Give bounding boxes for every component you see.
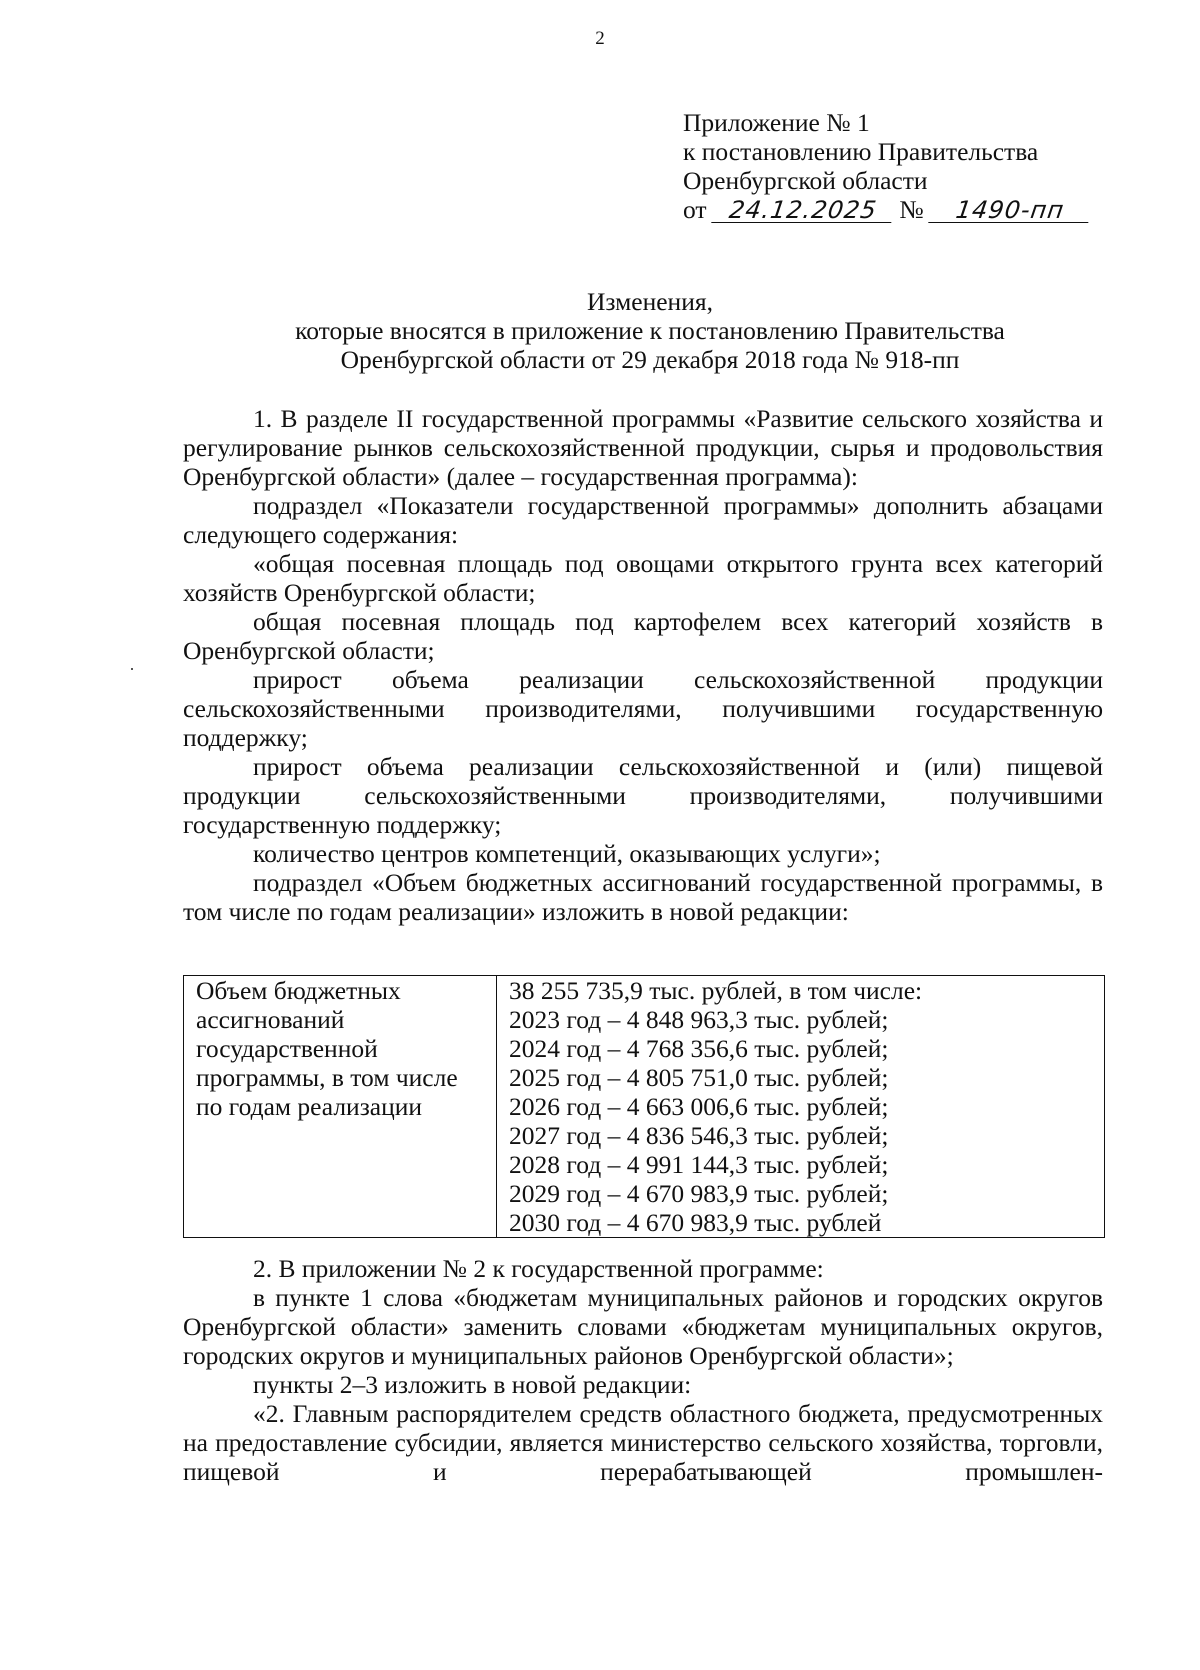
paragraph: пункты 2–3 изложить в новой редакции: <box>253 1370 692 1399</box>
paragraph: 1. В разделе II государственной программы «Развитие сельского хозяйства и регулирование рынков сельскохозяйственной продукции, сырья и продовольствия Оренбургской области» (далее – государственная программа): <box>183 404 1103 491</box>
value-line: 2030 год – 4 670 983,9 тыс. рублей <box>509 1208 882 1237</box>
label-line: по годам реализации <box>196 1092 423 1121</box>
paragraph: «2. Главным распорядителем средств областного бюджета, предусмотренных на предоставление субсидии, является министерство сельского хозяйства, торговли, пищевой и перерабатывающей промышлен- <box>183 1399 1103 1486</box>
label-line: ассигнований <box>196 1005 345 1034</box>
value-line: 2023 год – 4 848 963,3 тыс. рублей; <box>509 1005 889 1034</box>
value-line: 2029 год – 4 670 983,9 тыс. рублей; <box>509 1179 889 1208</box>
section-1-text <box>183 404 1103 926</box>
value-line: 2026 год – 4 663 006,6 тыс. рублей; <box>509 1092 889 1121</box>
scan-speck <box>131 668 133 670</box>
value-line: 38 255 735,9 тыс. рублей, в том числе: <box>509 976 923 1005</box>
label-line: программы, в том числе <box>196 1063 458 1092</box>
value-line: 2025 год – 4 805 751,0 тыс. рублей; <box>509 1063 889 1092</box>
page-number: 2 <box>595 28 605 49</box>
label-line: Объем бюджетных <box>196 976 401 1005</box>
paragraph: общая посевная площадь под картофелем всех категорий хозяйств в Оренбургской области; <box>183 607 1103 665</box>
budget-table <box>183 975 1105 1238</box>
paragraph: подраздел «Объем бюджетных ассигнований государственной программы, в том числе по годам реализации» изложить в новой редакции: <box>183 868 1103 926</box>
paragraph: прирост объема реализации сельскохозяйственной продукции сельскохозяйственными производителями, получившими государственную поддержку; <box>183 665 1103 752</box>
paragraph: «общая посевная площадь под овощами открытого грунта всех категорий хозяйств Оренбургской области; <box>183 549 1103 607</box>
section-2-text <box>183 1254 1103 1486</box>
heading-subtitle-line2: Оренбургской области от 29 декабря 2018 года № 918-пп <box>340 345 960 374</box>
handwritten-date: 24.12.2025 <box>711 198 895 223</box>
document-heading <box>180 287 1120 374</box>
table-row <box>184 976 1105 1238</box>
table-label-cell <box>184 976 497 1238</box>
attachment-region: Оренбургской области <box>683 166 928 195</box>
handwritten-number: 1490-пп <box>928 198 1092 223</box>
attachment-date-line <box>683 195 1103 224</box>
value-line: 2028 год – 4 991 144,3 тыс. рублей; <box>509 1150 889 1179</box>
paragraph: 2. В приложении № 2 к государственной программе: <box>253 1254 824 1283</box>
label-line: государственной <box>196 1034 378 1063</box>
paragraph: в пункте 1 слова «бюджетам муниципальных районов и городских округов Оренбургской области» заменить словами «бюджетам муниципальных округов, городских округов и муниципальных районов Оренбургской области»; <box>183 1283 1103 1370</box>
attachment-title: Приложение № 1 <box>683 108 870 137</box>
value-line: 2027 год – 4 836 546,3 тыс. рублей; <box>509 1121 889 1150</box>
heading-subtitle-line1: которые вносятся в приложение к постановлению Правительства <box>295 316 1005 345</box>
value-line: 2024 год – 4 768 356,6 тыс. рублей; <box>509 1034 889 1063</box>
attachment-reference: к постановлению Правительства <box>683 137 1039 166</box>
heading-title: Изменения, <box>587 287 713 316</box>
attachment-header <box>683 108 1103 224</box>
paragraph: количество центров компетенций, оказывающих услуги»; <box>253 839 881 868</box>
number-prefix: № <box>899 195 924 224</box>
date-prefix: от <box>683 195 707 224</box>
table-values-cell <box>497 976 1105 1238</box>
paragraph: прирост объема реализации сельскохозяйственной и (или) пищевой продукции сельскохозяйственными производителями, получившими государственную поддержку; <box>183 752 1103 839</box>
paragraph: подраздел «Показатели государственной программы» дополнить абзацами следующего содержания: <box>183 491 1103 549</box>
